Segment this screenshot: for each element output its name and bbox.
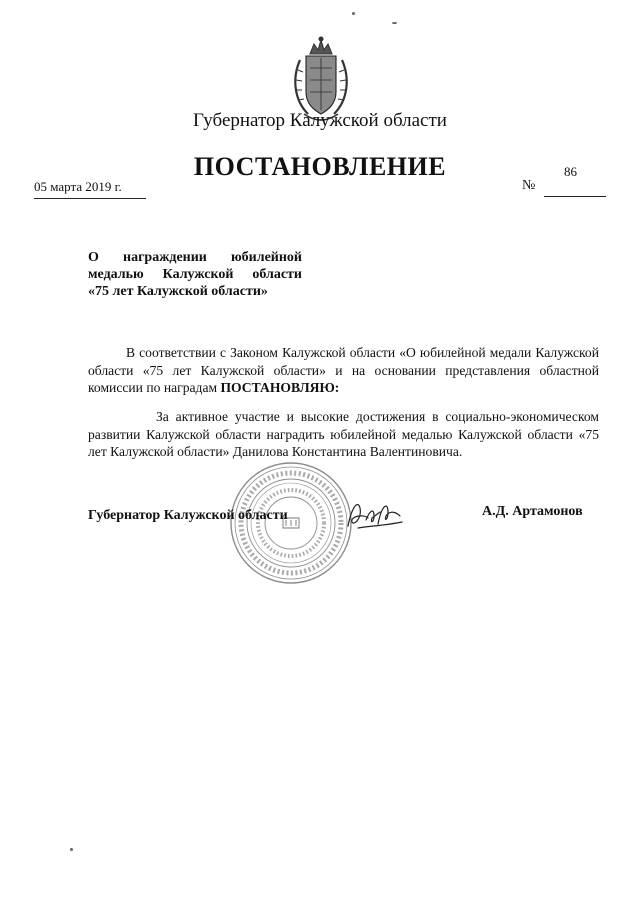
document-subject [88,249,302,300]
scan-speck [392,22,397,24]
body-paragraph-2: За активное участие и высокие достижения в социально-экономическом развитии Калужской области наградить юбилейной медалью Калужской области «75 лет Калужской области» Данилова Константина Валентиновича. [88,409,599,460]
document-number: 86 [564,164,577,179]
number-underline [544,196,606,197]
handwritten-signature [344,496,406,538]
scan-speck [352,12,355,15]
paragraph-text: В соответствии с Законом Калужской области «О юбилейной медали Калужской области «75 лет Калужской области» и на основании представления областной комиссии по наградам [88,345,599,396]
signatory-position: Губернатор Калужской области [88,508,288,523]
subject-line: медалью Калужской области [88,267,302,283]
signatory-name: А.Д. Артамонов [482,504,583,519]
issuer-title: Губернатор Калужской области [193,110,447,131]
document-type-heading: ПОСТАНОВЛЕНИЕ [193,152,447,181]
date-underline [34,198,146,199]
number-sign: № [522,178,536,193]
scan-speck [70,848,73,851]
document-date: 05 марта 2019 г. [34,179,122,194]
resolution-keyword: ПОСТАНОВЛЯЮ: [220,380,340,396]
body-paragraph-1 [88,344,599,397]
subject-line: «75 лет Калужской области» [88,284,268,300]
subject-line: О награждении юбилейной [88,250,302,265]
